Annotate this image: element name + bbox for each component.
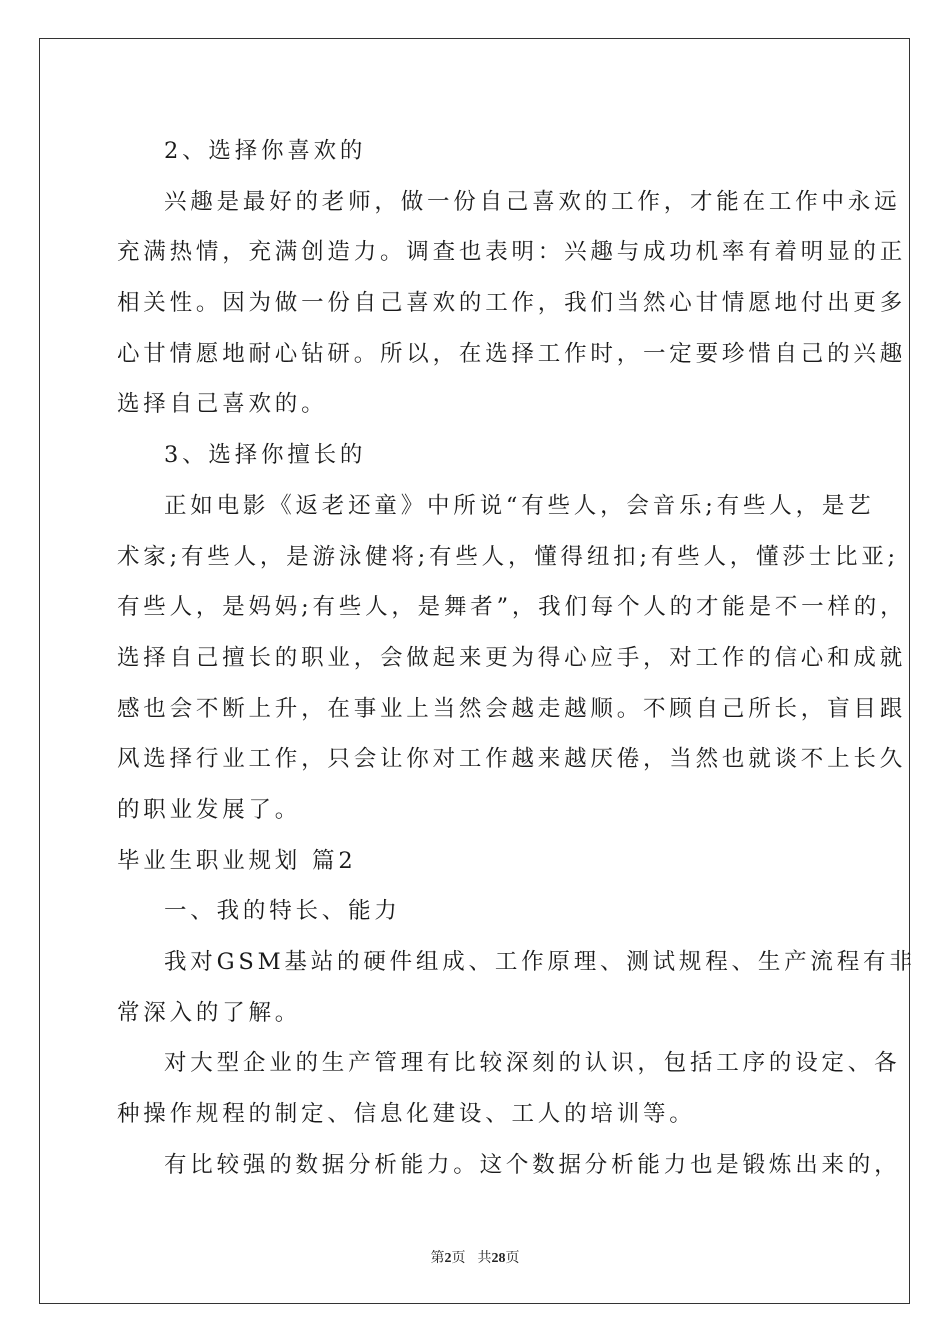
paragraph-line: 兴趣是最好的老师，做一份自己喜欢的工作，才能在工作中永远	[164, 188, 901, 215]
total-prefix: 共	[477, 1251, 492, 1266]
paragraph-line: 选择自己擅长的职业，会做起来更为得心应手，对工作的信心和成就	[117, 644, 907, 671]
heading-choose-what-you-are-good-at: 3、选择你擅长的	[164, 442, 367, 469]
current-page-number: 2	[444, 1251, 452, 1266]
paragraph-line: 选择自己喜欢的。	[117, 391, 328, 418]
paragraph-line: 风选择行业工作，只会让你对工作越来越厌倦，当然也就谈不上长久	[117, 746, 907, 773]
paragraph-line: 相关性。因为做一份自己喜欢的工作，我们当然心甘情愿地付出更多	[117, 290, 907, 317]
page-suffix: 页	[451, 1251, 466, 1266]
heading-my-strengths: 一、我的特长、能力	[164, 898, 401, 925]
page-prefix: 第	[430, 1251, 445, 1266]
document-body	[117, 126, 916, 1190]
total-suffix: 页	[505, 1251, 520, 1266]
paragraph-line: 有些人，是妈妈;有些人，是舞者”，我们每个人的才能是不一样的，	[117, 594, 907, 621]
paragraph-line: 我对GSM基站的硬件组成、工作原理、测试规程、生产流程有非	[164, 949, 916, 975]
section-title: 毕业生职业规划 篇2	[117, 847, 357, 874]
paragraph-line: 术家;有些人，是游泳健将;有些人，懂得纽扣;有些人，懂莎士比亚;	[117, 543, 899, 570]
paragraph-line: 种操作规程的制定、信息化建设、工人的培训等。	[117, 1101, 696, 1128]
heading-choose-what-you-like: 2、选择你喜欢的	[164, 138, 367, 164]
paragraph-line: 感也会不断上升，在事业上当然会越走越顺。不顾自己所长，盲目跟	[117, 695, 907, 722]
paragraph-line: 充满热情，充满创造力。调查也表明：兴趣与成功机率有着明显的正	[117, 239, 907, 266]
page-footer	[0, 1247, 950, 1267]
paragraph-line: 常深入的了解。	[117, 999, 302, 1026]
paragraph-line: 正如电影《返老还童》中所说“有些人，会音乐;有些人，是艺	[164, 492, 875, 519]
paragraph-line: 有比较强的数据分析能力。这个数据分析能力也是锻炼出来的，	[164, 1151, 901, 1178]
total-page-count: 28	[491, 1251, 506, 1266]
paragraph-line: 心甘情愿地耐心钻研。所以，在选择工作时，一定要珍惜自己的兴趣	[117, 340, 907, 367]
paragraph-line: 对大型企业的生产管理有比较深刻的认识，包括工序的设定、各	[164, 1050, 901, 1077]
paragraph-line: 的职业发展了。	[117, 796, 302, 823]
